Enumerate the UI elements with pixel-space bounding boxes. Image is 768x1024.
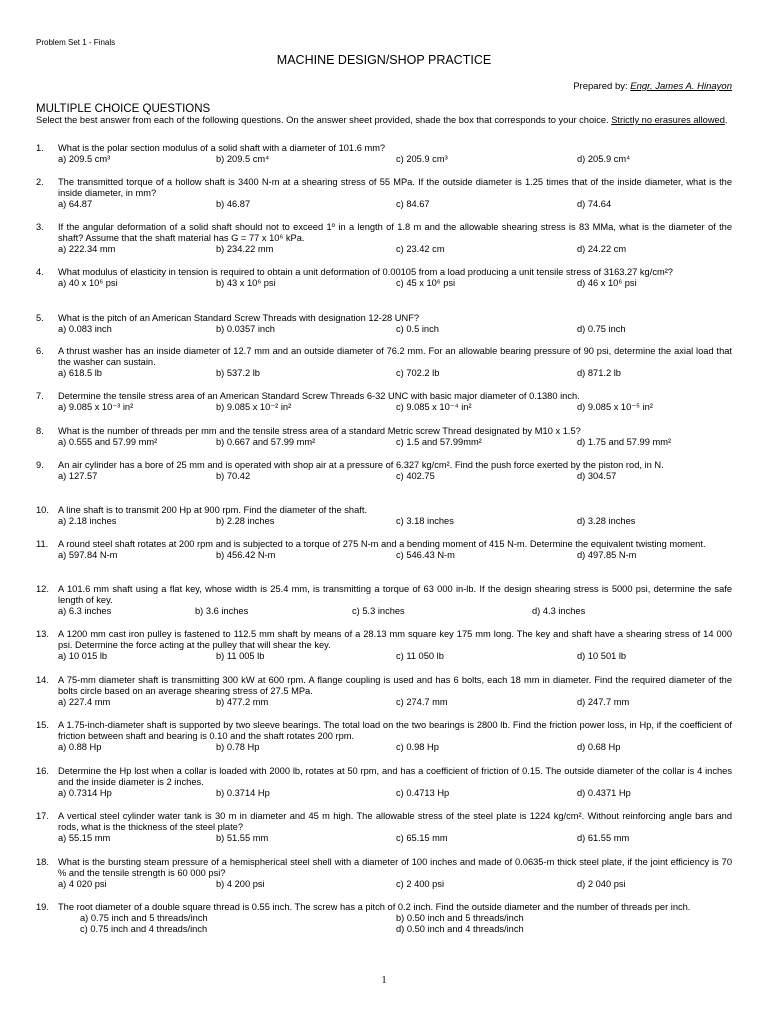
answer-choice: b) 9.085 x 10⁻² in² — [216, 402, 292, 412]
prepared-by — [36, 81, 732, 92]
question-stem: What is the bursting steam pressure of a hemispherical steel shell with a diameter of 100 inches and made of 0.0635-m thick steel plate, if the joint efficiency is 70 % and the tensile strength is 60 000 psi? — [58, 857, 732, 878]
question-number: 4. — [36, 267, 44, 277]
question-stem: A 75-mm diameter shaft is transmitting 300 kW at 600 rpm. A flange coupling is used and has 6 bolts, each 18 mm in diameter. Find the required diameter of the bolts circle based on an average shearing stress of 27.5 MPa. — [58, 675, 732, 696]
answer-choice: d) 24.22 cm — [577, 244, 627, 254]
answer-choice: a) 4 020 psi — [58, 879, 107, 889]
question-stem: A 1.75-inch-diameter shaft is supported by two sleeve bearings. The total load on the two bearings is 2800 lb. Find the friction power loss, in Hp, if the coefficient of friction between shaft and bearing is 0.10 and the shaft rotates 200 rpm. — [58, 720, 732, 741]
answer-choice: a) 127.57 — [58, 471, 98, 481]
document-page — [36, 38, 732, 126]
question-stem: A 1200 mm cast iron pulley is fastened to 112.5 mm shaft by means of a 28.13 mm square key 175 mm long. The key and shaft have a shearing stress of 14 000 psi. Determine the force acting at the pulley that will shear the key. — [58, 629, 732, 650]
answer-choice: b) 0.0357 inch — [216, 324, 275, 334]
question-stem: Determine the tensile stress area of an American Standard Screw Threads 6-32 UNC with basic major diameter of 0.1380 inch. — [58, 391, 580, 401]
answer-choice: d) 2 040 psi — [577, 879, 626, 889]
answer-choice: d) 0.50 inch and 4 threads/inch — [396, 924, 524, 934]
question-number: 15. — [36, 720, 49, 730]
answer-choice: c) 3.18 inches — [396, 516, 454, 526]
answer-choice: a) 0.75 inch and 5 threads/inch — [80, 913, 208, 923]
question-stem: What is the pitch of an American Standard Screw Threads with designation 12-28 UNF? — [58, 313, 420, 323]
answer-choice: b) 51.55 mm — [216, 833, 269, 843]
answer-choice: b) 209.5 cm⁴ — [216, 154, 270, 164]
answer-choice: c) 205.9 cm³ — [396, 154, 448, 164]
question-number: 12. — [36, 584, 49, 594]
answer-choice: c) 0.5 inch — [396, 324, 439, 334]
answer-choice: b) 234.22 mm — [216, 244, 274, 254]
question-number: 3. — [36, 222, 44, 232]
answer-choice: c) 274.7 mm — [396, 697, 448, 707]
instructions — [36, 115, 732, 126]
answer-choice: b) 70.42 — [216, 471, 251, 481]
answer-choice: a) 0.555 and 57.99 mm² — [58, 437, 158, 447]
no-erasure-note-end: . — [724, 115, 728, 125]
section-title: MULTIPLE CHOICE QUESTIONS — [36, 103, 211, 115]
answer-choice: d) 74.64 — [577, 199, 612, 209]
document-title: MACHINE DESIGN/SHOP PRACTICE — [276, 53, 492, 67]
answer-choice: d) 871.2 lb — [577, 368, 621, 378]
answer-choice: a) 9.085 x 10⁻³ in² — [58, 402, 134, 412]
answer-choice: a) 0.083 inch — [58, 324, 112, 334]
question-stem: Determine the Hp lost when a collar is loaded with 2000 lb, rotates at 50 rpm, and has a coefficient of friction of 0.15. The outside diameter of the collar is 4 inches and the inside diameter is 2 inches. — [58, 766, 732, 787]
answer-choice: d) 10 501 lb — [577, 651, 627, 661]
answer-choice: c) 702.2 lb — [396, 368, 440, 378]
answer-choice: b) 537.2 lb — [216, 368, 260, 378]
question-stem: A 101.6 mm shaft using a flat key, whose width is 25.4 mm, is transmitting a torque of 63 000 in-lb. If the design shearing stress is 5000 psi, determine the safe length of key. — [58, 584, 732, 605]
answer-choice: d) 0.4371 Hp — [577, 788, 631, 798]
question-number: 1. — [36, 143, 44, 153]
answer-choice: d) 247.7 mm — [577, 697, 630, 707]
question-stem: What modulus of elasticity in tension is required to obtain a unit deformation of 0.00105 from a load producing a unit tensile stress of 3163.27 kg/cm²? — [58, 267, 673, 277]
question-number: 16. — [36, 766, 49, 776]
question-stem: The root diameter of a double square thread is 0.55 inch. The screw has a pitch of 0.2 inch. Find the outside diameter and the number of threads per inch. — [58, 902, 691, 912]
question-number: 11. — [36, 539, 49, 549]
answer-choice: d) 46 x 10⁶ psi — [577, 278, 637, 288]
question-stem: A round steel shaft rotates at 200 rpm and is subjected to a torque of 275 N-m and a bending moment of 415 N-m. Determine the equivalent twisting moment. — [58, 539, 706, 549]
answer-choice: a) 0.88 Hp — [58, 742, 102, 752]
question-number: 19. — [36, 902, 49, 912]
problem-set-label: Problem Set 1 - Finals — [36, 38, 116, 47]
answer-choice: a) 597.84 N-m — [58, 550, 118, 560]
answer-choice: d) 205.9 cm⁴ — [577, 154, 631, 164]
answer-choice: b) 0.50 inch and 5 threads/inch — [396, 913, 524, 923]
answer-choice: c) 5.3 inches — [352, 606, 405, 616]
question-number: 10. — [36, 505, 49, 515]
answer-choice: b) 0.78 Hp — [216, 742, 260, 752]
answer-choice: c) 84.67 — [396, 199, 430, 209]
question-number: 9. — [36, 460, 44, 470]
answer-choice: b) 0.667 and 57.99 mm² — [216, 437, 316, 447]
question-stem: A thrust washer has an inside diameter of 12.7 mm and an outside diameter of 76.2 mm. For an allowable bearing pressure of 90 psi, determine the axial load that the washer can sustain. — [58, 346, 732, 367]
no-erasure-note: Strictly no erasures allowed — [611, 115, 725, 125]
question-stem: An air cylinder has a bore of 25 mm and is operated with shop air at a pressure of 6.327 kg/cm². Find the push force exerted by the piston rod, in N. — [58, 460, 664, 470]
answer-choice: c) 23.42 cm — [396, 244, 445, 254]
answer-choice: c) 11 050 lb — [396, 651, 444, 661]
answer-choice: d) 304.57 — [577, 471, 617, 481]
question-stem: What is the number of threads per mm and the tensile stress area of a standard Metric screw Thread designated by M10 x 1.5? — [58, 426, 581, 436]
answer-choice: a) 6.3 inches — [58, 606, 112, 616]
answer-choice: d) 61.55 mm — [577, 833, 630, 843]
answer-choice: c) 1.5 and 57.99mm² — [396, 437, 482, 447]
question-number: 2. — [36, 177, 44, 187]
answer-choice: a) 10 015 lb — [58, 651, 108, 661]
answer-choice: c) 402.75 — [396, 471, 435, 481]
question-stem: If the angular deformation of a solid shaft should not to exceed 1º in a length of 1.8 m and the allowable shearing stress is 83 MMa, what is the diameter of the shaft? Assume that the shaft material has G = 77 x 10⁶ kPa. — [58, 222, 732, 243]
answer-choice: b) 11 005 lb — [216, 651, 265, 661]
question-number: 17. — [36, 811, 49, 821]
prepared-by-label: Prepared by: — [573, 81, 631, 92]
page-number: 1 — [381, 975, 387, 986]
question-number: 6. — [36, 346, 44, 356]
answer-choice: d) 3.28 inches — [577, 516, 636, 526]
answer-choice: c) 0.98 Hp — [396, 742, 439, 752]
answer-choice: c) 0.75 inch and 4 threads/inch — [80, 924, 208, 934]
answer-choice: c) 546.43 N-m — [396, 550, 455, 560]
answer-choice: a) 64.87 — [58, 199, 93, 209]
answer-choice: d) 0.75 inch — [577, 324, 626, 334]
author-name: Engr. James A. Hinayon — [630, 81, 732, 92]
answer-choice: a) 2.18 inches — [58, 516, 117, 526]
answer-choice: b) 0.3714 Hp — [216, 788, 270, 798]
question-stem: What is the polar section modulus of a solid shaft with a diameter of 101.6 mm? — [58, 143, 386, 153]
answer-choice: a) 618.5 lb — [58, 368, 102, 378]
answer-choice: a) 222.34 mm — [58, 244, 116, 254]
question-number: 7. — [36, 391, 44, 401]
answer-choice: b) 46.87 — [216, 199, 251, 209]
answer-choice: b) 2.28 inches — [216, 516, 275, 526]
answer-choice: a) 55.15 mm — [58, 833, 111, 843]
answer-choice: a) 209.5 cm³ — [58, 154, 111, 164]
answer-choice: d) 9.085 x 10⁻⁵ in² — [577, 402, 653, 412]
question-stem: The transmitted torque of a hollow shaft is 3400 N-m at a shearing stress of 55 MPa. If the outside diameter is 1.25 times that of the inside diameter, what is the inside diameter, in mm? — [58, 177, 732, 198]
answer-choice: c) 2 400 psi — [396, 879, 445, 889]
question-number: 8. — [36, 426, 44, 436]
instructions-text: Select the best answer from each of the following questions. On the answer sheet provided, shade the box that corresponds to your choice. — [36, 115, 609, 125]
answer-choice: d) 497.85 N-m — [577, 550, 637, 560]
answer-choice: c) 45 x 10⁶ psi — [396, 278, 456, 288]
question-stem: A vertical steel cylinder water tank is 30 m in diameter and 45 m high. The allowable stress of the steel plate is 1224 kg/cm². Without reinforcing angle bars and rods, what is the thickness of the steel plate? — [58, 811, 732, 832]
answer-choice: d) 0.68 Hp — [577, 742, 621, 752]
question-number: 18. — [36, 857, 49, 867]
answer-choice: c) 9.085 x 10⁻⁴ in² — [396, 402, 472, 412]
answer-choice: c) 0.4713 Hp — [396, 788, 450, 798]
answer-choice: b) 477.2 mm — [216, 697, 269, 707]
answer-choice: d) 1.75 and 57.99 mm² — [577, 437, 672, 447]
answer-choice: a) 40 x 10⁶ psi — [58, 278, 118, 288]
answer-choice: d) 4.3 inches — [532, 606, 586, 616]
answer-choice: b) 43 x 10⁶ psi — [216, 278, 276, 288]
answer-choice: b) 4 200 psi — [216, 879, 265, 889]
answer-choice: a) 0.7314 Hp — [58, 788, 112, 798]
answer-choice: c) 65.15 mm — [396, 833, 448, 843]
question-number: 5. — [36, 313, 44, 323]
question-stem: A line shaft is to transmit 200 Hp at 900 rpm. Find the diameter of the shaft. — [58, 505, 368, 515]
question-number: 14. — [36, 675, 49, 685]
answer-choice: b) 3.6 inches — [195, 606, 249, 616]
question-number: 13. — [36, 629, 49, 639]
answer-choice: a) 227.4 mm — [58, 697, 111, 707]
answer-choice: b) 456.42 N-m — [216, 550, 276, 560]
